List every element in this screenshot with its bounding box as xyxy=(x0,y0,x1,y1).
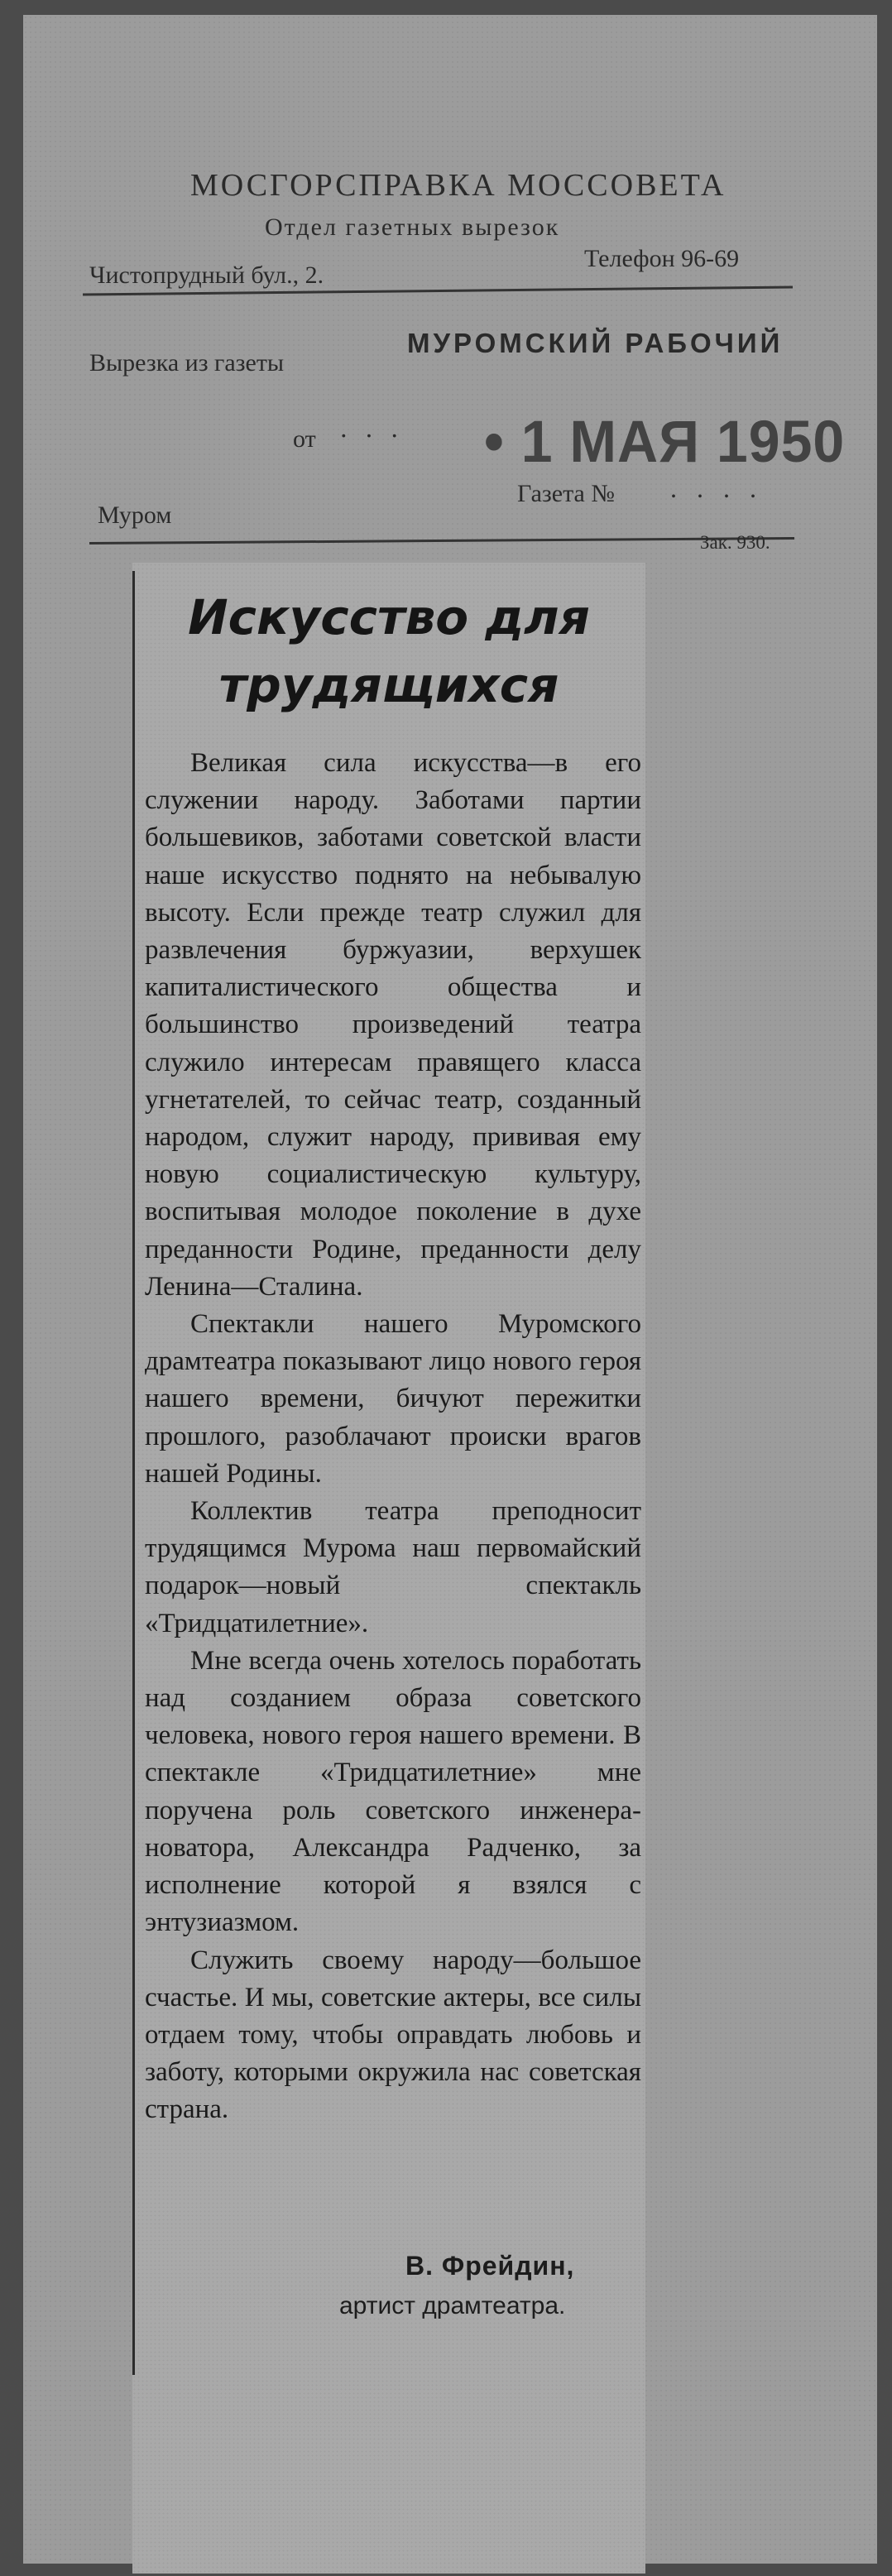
article-paragraph: Спектакли нашего Муромского драмтеатра показывают лицо нового героя нашего времени, бичуют пережитки прошлого, разоблачают происки врагов нашей Родины. xyxy=(145,1309,641,1489)
newspaper-name: МУРОМСКИЙ РАБОЧИЙ xyxy=(407,328,784,358)
article-headline-line-1: Искусство для xyxy=(188,589,590,645)
phone-label: Телефон 96-69 xyxy=(584,245,740,272)
department-label: Отдел газетных вырезок xyxy=(265,213,560,241)
article-body xyxy=(145,745,641,2129)
article-paragraph: Служить своему народу—большое счастье. И мы, советские актеры, все силы отдаем тому, чтобы оправдать любовь и заботу, которыми окружила нас советская страна. xyxy=(145,1945,641,2125)
article-paragraph: Мне всегда очень хотелось поработать над созданием образа советского человека, нового героя нашего времени. В спектакле «Тридцатилетние» мне поручена роль советского инженера-новатора, Александра Радченко, за исполнение которой я взялся с энтузиазмом. xyxy=(145,1645,641,1938)
article-headline-line-2: трудящихся xyxy=(218,657,559,713)
address-label: Чистопрудный бул., 2. xyxy=(89,261,324,289)
column-rule xyxy=(132,571,135,2375)
date-stamp: • 1 МАЯ 1950 xyxy=(484,409,846,475)
agency-title: МОСГОРСПРАВКА МОССОВЕТА xyxy=(190,168,727,203)
city-label: Муром xyxy=(98,501,172,529)
from-dots: · · · xyxy=(339,420,404,450)
from-label: от xyxy=(293,425,316,453)
order-number: Зак. 930. xyxy=(700,532,770,553)
article-paragraph: Коллектив театра преподносит трудящимся Мурома наш первомайский подарок—новый спектакль «Тридцатилетние». xyxy=(145,1496,641,1638)
author-name: В. Фрейдин, xyxy=(405,2251,575,2281)
gazeta-number-label: Газета № xyxy=(517,480,615,507)
cut-label: Вырезка из газеты xyxy=(89,349,285,377)
author-role: артист драмтеатра. xyxy=(339,2292,566,2319)
gazeta-number-dots: . . . . xyxy=(670,473,763,503)
article-paragraph: Великая сила искусства—в его служении народу. Заботами партии большевиков, заботами советской власти наше искусство поднято на небывалую высоту. Если прежде театр служил для развлечения буржуазии, верхушек капиталистического общества и большинство произведений театра служило интересам правящего класса угнетателей, то сейчас театр, созданный народом, служит народу, прививая ему новую социалистическую культуру, воспитывая молодое поколение в духе преданности Родине, преданности делу Ленина—Сталина. xyxy=(145,748,641,1302)
